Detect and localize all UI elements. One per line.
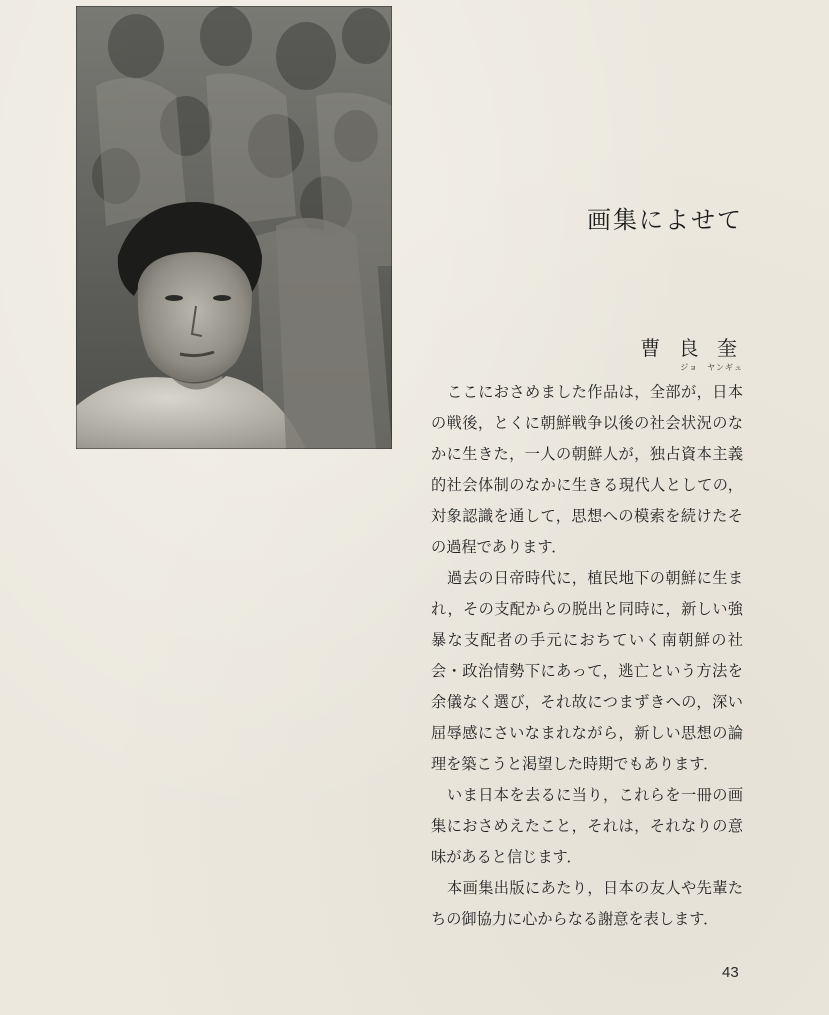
body-line: 対象認識を通して，思想への模索を続けたそ xyxy=(431,507,743,525)
body-line: 味があると信じます． xyxy=(431,848,582,866)
article-body xyxy=(431,377,743,935)
body-line: 屈辱感にさいなまれながら，新しい思想の論 xyxy=(431,724,743,742)
body-line: 理を築こうと渇望した時期でもあります． xyxy=(431,755,719,773)
body-line: いま日本を去るに当り，これらを一冊の画 xyxy=(447,786,743,804)
body-line: 集におさめえたこと，それは，それなりの意 xyxy=(431,817,743,835)
body-line: れ，その支配からの脱出と同時に，新しい強 xyxy=(431,600,743,618)
article-title: 画集によせて xyxy=(587,206,743,234)
author-byline xyxy=(640,332,743,373)
body-line: かに生きた，一人の朝鮮人が，独占資本主義 xyxy=(431,445,743,463)
body-line: 本画集出版にあたり，日本の友人や先輩た xyxy=(447,879,743,897)
body-line: 会・政治情勢下にあって，逃亡という方法を xyxy=(431,662,743,680)
body-line: ちの御協力に心からなる謝意を表します． xyxy=(431,910,719,928)
author-name-reading: ジョ ヤンギュ xyxy=(680,363,743,372)
author-portrait-photo xyxy=(76,6,392,449)
page-number: 43 xyxy=(722,964,739,981)
body-line: の戦後，とくに朝鮮戦争以後の社会状況のな xyxy=(431,414,743,432)
body-line: ここにおさめました作品は，全部が，日本 xyxy=(447,383,743,401)
author-name: 曹 良 奎 xyxy=(640,336,743,360)
body-line: の過程であります． xyxy=(431,538,567,556)
body-line: 過去の日帝時代に，植民地下の朝鮮に生ま xyxy=(447,569,743,587)
body-line: 的社会体制のなかに生きる現代人としての， xyxy=(431,476,743,494)
body-line: 暴な支配者の手元におちていく南朝鮮の社 xyxy=(431,631,743,649)
portrait-image xyxy=(76,6,392,449)
body-line: 余儀なく選び，それ故につまずきへの，深い xyxy=(431,693,743,711)
